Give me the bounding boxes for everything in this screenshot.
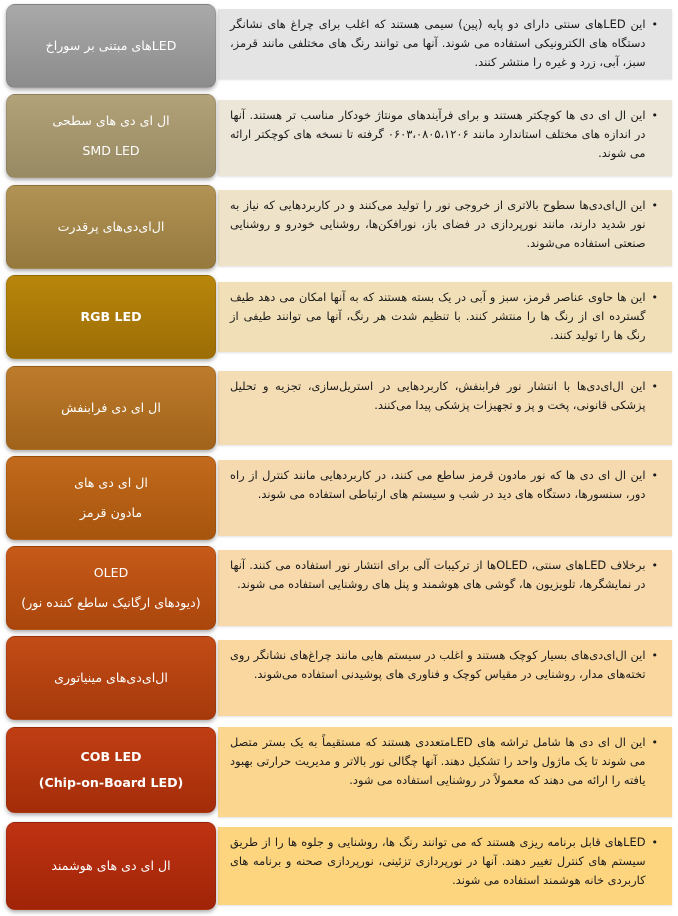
led-type-description: این ال‌ای‌دی‌ها سطوح بالاتری از خروجی نور را تولید می‌کنند و در کاربردهایی که نیاز به نور شدید دارند، مانند نورپردازی در فضای باز، نورافکن‌ها، روشنایی خودرو و روشنایی صنعتی استفاده می‌شوند. <box>230 198 646 250</box>
led-type-description-box <box>218 727 672 817</box>
led-type-description-box <box>218 9 672 79</box>
led-type-label-box <box>6 822 216 910</box>
led-type-label-box <box>6 94 216 178</box>
led-type-description: برخلاف LEDهای سنتی، OLEDها از ترکیبات آلی برای انتشار نور استفاده می کنند. آنها در نمایشگرها، تلویزیون ها، گوشی های هوشمند و پنل های روشنایی استفاده می شوند. <box>230 558 646 591</box>
led-type-description: این ال ای دی ها شامل تراشه های LEDمتعددی هستند که مستقیماً به یک بستر متصل می شوند تا یک ماژول واحد را تشکیل دهند. آنها چگالی نور بالاتر و مدیریت حرارتی بهبود یافته را ارائه می دهند که معمولاً در روشنایی استفاده می شود. <box>230 735 646 787</box>
led-type-label-line: COB LED <box>80 749 142 764</box>
led-type-label-line: (دیودهای ارگانیک ساطع کننده نور) <box>21 595 201 610</box>
bullet-dot-icon: • <box>651 291 658 304</box>
led-type-description-box <box>218 550 672 626</box>
led-type-description-box <box>218 827 672 905</box>
bullet-dot-icon: • <box>651 736 658 749</box>
led-type-label-line: ال ای دی های هوشمند <box>51 858 171 873</box>
bullet-item <box>230 196 658 253</box>
led-type-label-box <box>6 727 216 813</box>
led-type-label-box <box>6 185 216 269</box>
bullet-item <box>230 646 658 684</box>
bullet-dot-icon: • <box>651 836 658 849</box>
led-type-description: این ال ای دی ها کوچکتر هستند و برای فرآیندهای مونتاژ خودکار مناسب تر هستند. آنها در اندازه های مختلف استاندارد مانند ۰۶۰۳،۰۸۰۵،۱۲۰۶ گرفته تا نسخه های کوچکتر ارائه می شوند. <box>230 108 646 160</box>
led-type-description-box <box>218 190 672 266</box>
bullet-dot-icon: • <box>651 649 658 662</box>
led-type-label-line: ال ای دی فرابنفش <box>61 400 161 415</box>
led-type-label-box <box>6 636 216 720</box>
led-type-label-box <box>6 366 216 450</box>
led-type-description-box <box>218 282 672 352</box>
led-type-label-box <box>6 546 216 630</box>
led-type-description: این ها حاوی عناصر قرمز، سبز و آبی در یک بسته هستند که به آنها امکان می دهد طیف گسترده ای از رنگ ها را منتشر کنند. با تنظیم شدت هر رنگ، آنها می توانند طیفی از رنگ ها را تولید کنند. <box>230 290 646 342</box>
bullet-dot-icon: • <box>651 18 658 31</box>
led-type-label-line: SMD LED <box>82 143 140 158</box>
bullet-dot-icon: • <box>651 109 658 122</box>
led-type-label-line: OLED <box>93 565 129 580</box>
bullet-item <box>230 106 658 163</box>
led-type-label-line: RGB LED <box>80 309 142 324</box>
bullet-item <box>230 833 658 890</box>
bullet-item <box>230 733 658 790</box>
led-type-description-box <box>218 371 672 445</box>
led-type-description: این ال‌ای‌دی‌ها با انتشار نور فرابنفش، کاربردهایی در استریل‌سازی، تجزیه و تحلیل پزشکی قانونی، پخت و پز و تجهیزات پزشکی پیدا می‌کنند. <box>230 379 646 412</box>
bullet-item <box>230 15 658 72</box>
led-type-description-box <box>218 100 672 176</box>
led-type-label-line: (Chip-on-Board LED) <box>38 775 184 790</box>
bullet-dot-icon: • <box>651 559 658 572</box>
bullet-item <box>230 288 658 345</box>
led-type-description: این ال ای دی ها که نور مادون قرمز ساطع می کنند، در کاربردهایی مانند کنترل از راه دور، سنسورها، دستگاه های دید در شب و سیستم های ارتباطی استفاده می شوند. <box>230 468 646 501</box>
led-type-label-line: LEDهای مبتنی بر سوراخ <box>45 38 177 53</box>
led-type-label-line: مادون قرمز <box>79 505 143 520</box>
led-type-description: این LEDهای سنتی دارای دو پایه (پین) سیمی هستند که اغلب برای چراغ های نشانگر دستگاه های الکترونیکی استفاده می شوند. آنها می توانند رنگ های مختلفی مانند قرمز، سبز، آبی، زرد و غیره را منتشر کنند. <box>230 17 646 69</box>
led-type-label-line: ال‌ای‌دی‌های پرقدرت <box>57 219 165 234</box>
led-type-description: این ال‌ای‌دی‌های بسیار کوچک هستند و اغلب در سیستم هایی مانند چراغ‌های نشانگر روی تخته‌های مدار، روشنایی در مقیاس کوچک و فناوری های پوشیدنی استفاده می‌شوند. <box>230 648 646 681</box>
led-type-label-line: ال‌ای‌دی‌های مینیاتوری <box>54 670 168 685</box>
bullet-item <box>230 377 658 415</box>
bullet-dot-icon: • <box>651 469 658 482</box>
led-type-label-line: ال ای دی های <box>74 475 148 490</box>
led-type-label-line: ال ای دی های سطحی <box>52 113 170 128</box>
bullet-dot-icon: • <box>651 380 658 393</box>
led-type-description: LEDهای قابل برنامه ریزی هستند که می توانند رنگ ها، روشنایی و جلوه ها را از طریق سیستم های کنترل تغییر دهند. آنها در نورپردازی تزئینی، نورپردازی صحنه و برنامه های کاربردی خانه هوشمند استفاده می شوند. <box>230 835 646 887</box>
led-type-description-box <box>218 460 672 536</box>
led-type-label-box <box>6 275 216 359</box>
led-type-description-box <box>218 640 672 716</box>
bullet-item <box>230 556 658 594</box>
bullet-item <box>230 466 658 504</box>
led-type-label-box <box>6 4 216 88</box>
bullet-dot-icon: • <box>651 199 658 212</box>
led-type-label-box <box>6 456 216 540</box>
